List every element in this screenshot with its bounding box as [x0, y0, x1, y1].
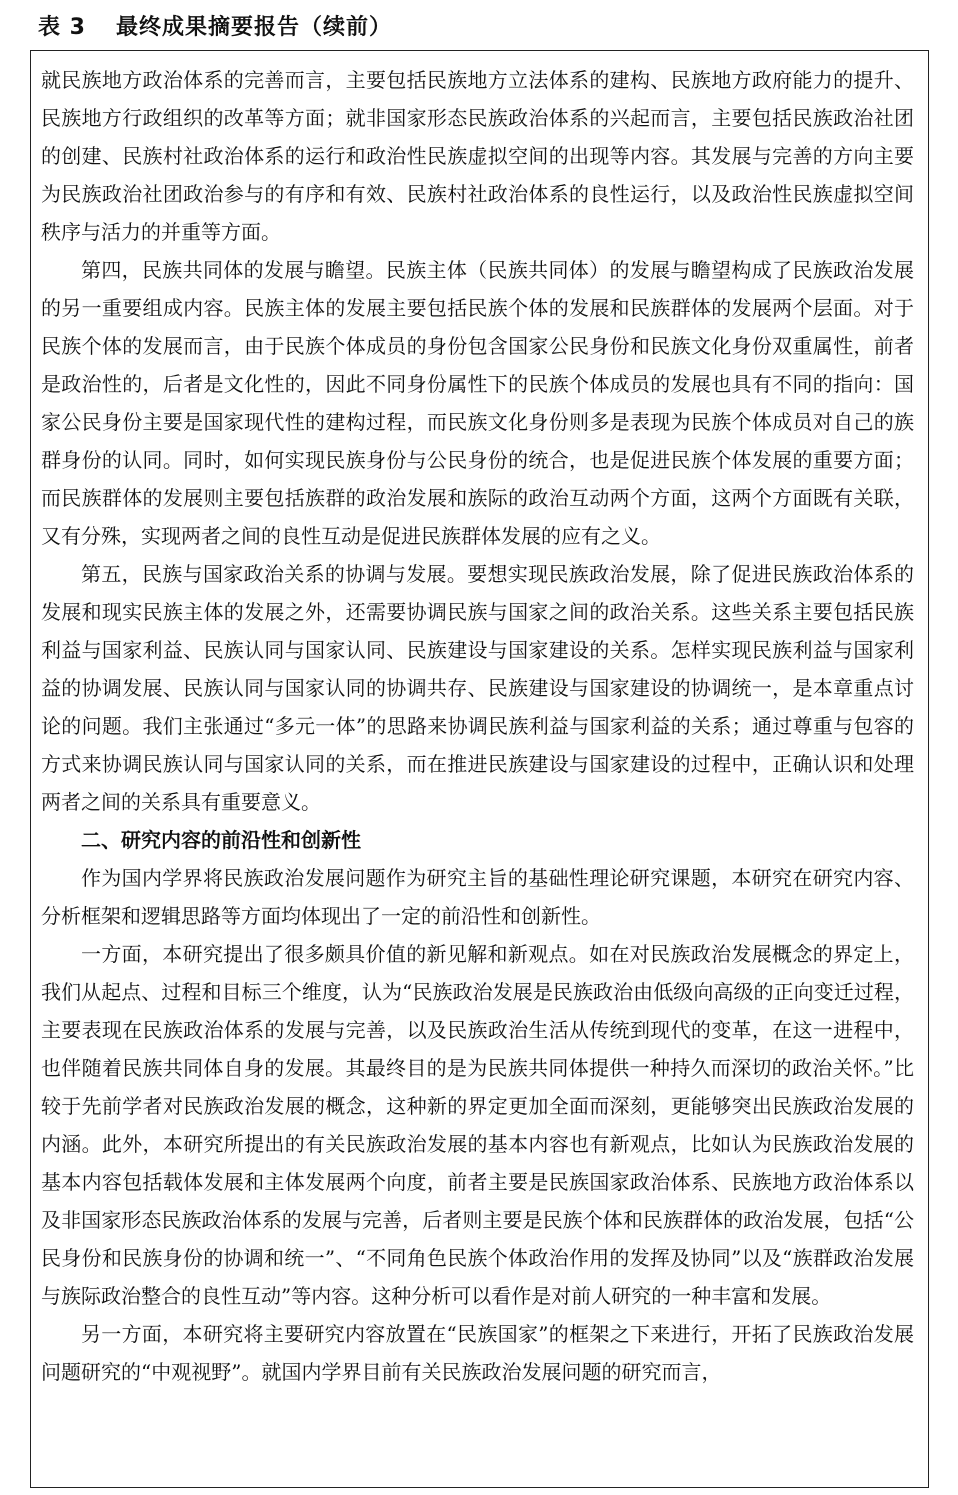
paragraph-innovation-intro: 作为国内学界将民族政治发展问题作为研究主旨的基础性理论研究课题，本研究在研究内容、分析框架和逻辑思路等方面均体现出了一定的前沿性和创新性。 [41, 866, 914, 928]
paragraph-one-hand: 一方面，本研究提出了很多颇具价值的新见解和新观点。如在对民族政治发展概念的界定上，我们从起点、过程和目标三个维度，认为“民族政治发展是民族政治由低级向高级的正向变迁过程，主要表现在民族政治体系的发展与完善，以及民族政治生活从传统到现代的变革，在这一进程中，也伴随着民族共同体自身的发展。其最终目的是为民族共同体提供一种持久而深切的政治关怀。”比较于先前学者对民族政治发展的概念，这种新的界定更加全面而深刻，更能够突出民族政治发展的内涵。此外，本研究所提出的有关民族政治发展的基本内容也有新观点，比如认为民族政治发展的基本内容包括载体发展和主体发展两个向度，前者主要是民族国家政治体系、民族地方政治体系以及非国家形态民族政治体系的发展与完善，后者则主要是民族个体和民族群体的政治发展，包括“公民身份和民族身份的协调和统一”、“不同角色民族个体政治作用的发挥及协同”以及“族群政治发展与族际政治整合的良性互动”等内容。这种分析可以看作是对前人研究的一种丰富和发展。 [41, 942, 914, 1308]
report-box [30, 50, 929, 1488]
table-number: 表 3 [38, 15, 86, 40]
paragraph-fifth-relations: 第五，民族与国家政治关系的协调与发展。要想实现民族政治发展，除了促进民族政治体系的发展和现实民族主体的发展之外，还需要协调民族与国家之间的政治关系。这些关系主要包括民族利益与国家利益、民族认同与国家认同、民族建设与国家建设的关系。怎样实现民族利益与国家利益的协调发展、民族认同与国家认同的协调共存、民族建设与国家建设的协调统一，是本章重点讨论的问题。我们主张通过“多元一体”的思路来协调民族利益与国家利益的关系；通过尊重与包容的方式来协调民族认同与国家认同的关系，而在推进民族建设与国家建设的过程中，正确认识和处理两者之间的关系具有重要意义。 [41, 562, 914, 814]
paragraph-fourth-community: 第四，民族共同体的发展与瞻望。民族主体（民族共同体）的发展与瞻望构成了民族政治发展的另一重要组成内容。民族主体的发展主要包括民族个体的发展和民族群体的发展两个层面。对于民族个体的发展而言，由于民族个体成员的身份包含国家公民身份和民族文化身份双重属性，前者是政治性的，后者是文化性的，因此不同身份属性下的民族个体成员的发展也具有不同的指向：国家公民身份主要是国家现代性的建构过程，而民族文化身份则多是表现为民族个体成员对自己的族群身份的认同。同时，如何实现民族身份与公民身份的统合，也是促进民族个体发展的重要方面；而民族群体的发展则主要包括族群的政治发展和族际的政治互动两个方面，这两个方面既有关联，又有分殊，实现两者之间的良性互动是促进民族群体发展的应有之义。 [41, 258, 914, 548]
paragraph-local-political-system: 就民族地方政治体系的完善而言，主要包括民族地方立法体系的建构、民族地方政府能力的提升、民族地方行政组织的改革等方面；就非国家形态民族政治体系的兴起而言，主要包括民族政治社团的创建、民族村社政治体系的运行和政治性民族虚拟空间的出现等内容。其发展与完善的方向主要为民族政治社团政治参与的有序和有效、民族村社政治体系的良性运行，以及政治性民族虚拟空间秩序与活力的并重等方面。 [41, 68, 914, 244]
section-heading-innovation: 二、研究内容的前沿性和创新性 [81, 828, 361, 852]
paragraph-other-hand: 另一方面，本研究将主要研究内容放置在“民族国家”的框架之下来进行，开拓了民族政治发展问题研究的“中观视野”。就国内学界目前有关民族政治发展问题的研究而言， [41, 1322, 914, 1384]
table-caption [38, 10, 392, 41]
table-title: 最终成果摘要报告（续前） [115, 15, 392, 40]
